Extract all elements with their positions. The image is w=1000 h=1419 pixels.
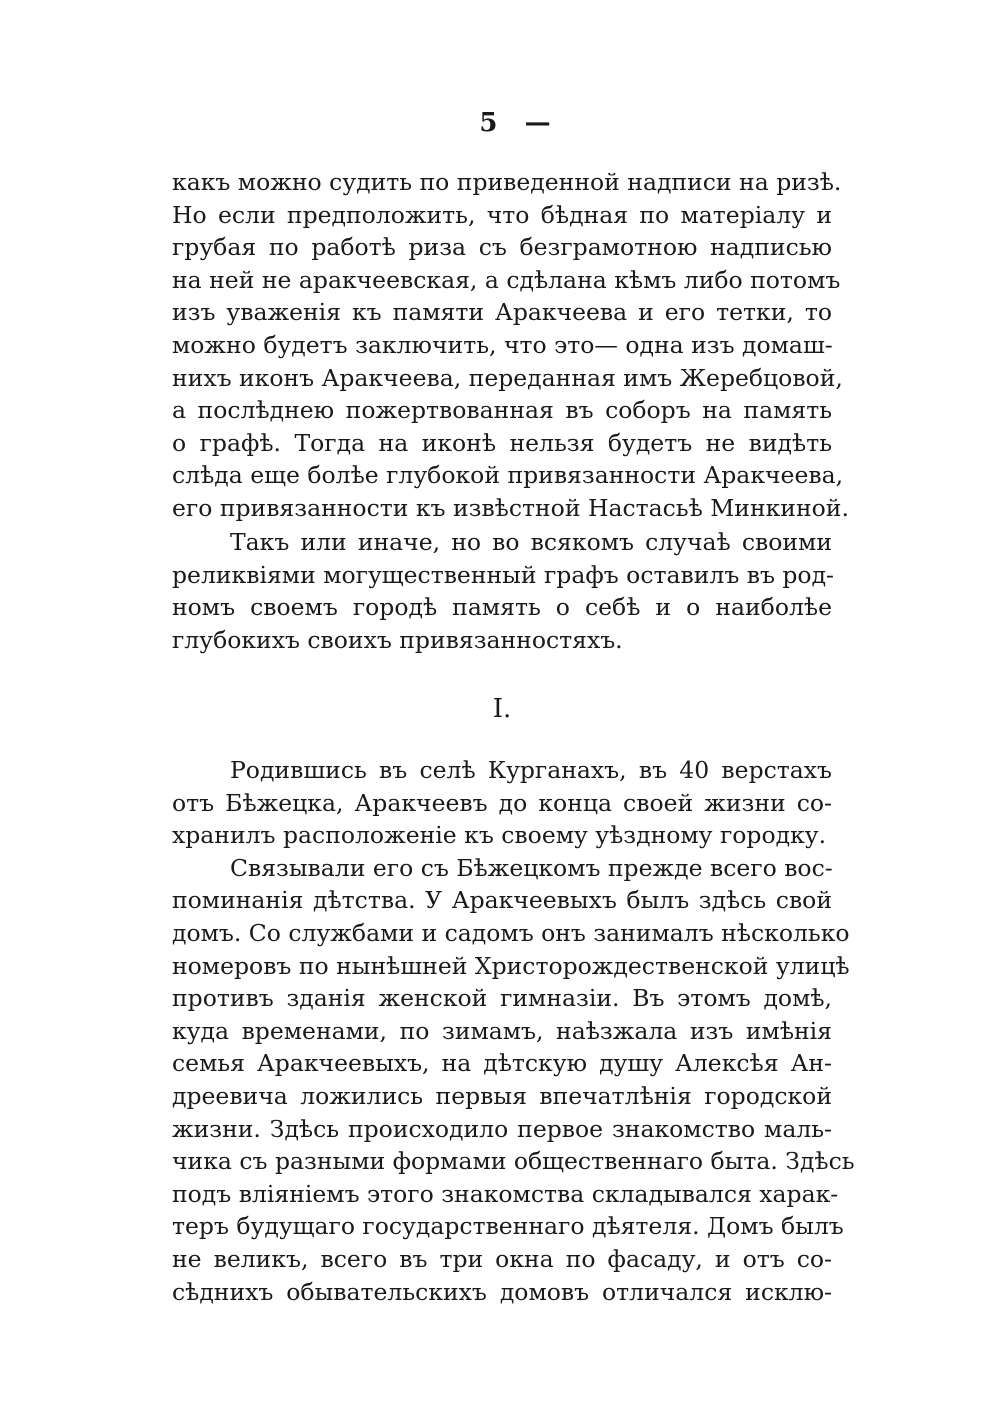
text-line: подъ вліяніемъ этого знакомства складывался харак- bbox=[172, 1179, 839, 1208]
text-line: его привязанности къ извѣстной Настасьѣ Минкиной. bbox=[172, 493, 849, 522]
text-line: сѣднихъ обывательскихъ домовъ отличался исклю- bbox=[172, 1277, 832, 1306]
text-line: глубокихъ своихъ привязанностяхъ. bbox=[172, 625, 623, 654]
section-heading: I. bbox=[492, 694, 512, 724]
paragraph-relics bbox=[172, 526, 832, 656]
text-line: чика съ разными формами общественнаго быта. Здѣсь bbox=[172, 1147, 855, 1176]
text-line: на ней не аракчеевская, а сдѣлана кѣмъ либо потомъ bbox=[172, 265, 841, 294]
text-line: какъ можно судить по приведенной надписи на ризѣ. bbox=[172, 168, 842, 196]
text-line: изъ уваженія къ памяти Аракчеева и его тетки, то bbox=[172, 298, 832, 327]
text-line: хранилъ расположеніе къ своему уѣздному городку. bbox=[172, 821, 827, 850]
text-line: семья Аракчеевыхъ, на дѣтскую душу Алексѣя Ан- bbox=[172, 1049, 832, 1078]
text-line: дреевича ложились первыя впечатлѣнія городской bbox=[172, 1081, 832, 1110]
text-line: Но если предположить, что бѣдная по матеріалу и bbox=[172, 200, 832, 229]
text-line: отъ Бѣжецка, Аракчеевъ до конца своей жизни со- bbox=[172, 788, 832, 817]
text-line: номеровъ по нынѣшней Христорождественской улицѣ bbox=[172, 951, 850, 980]
page-header bbox=[0, 108, 1000, 138]
paragraph-birth bbox=[172, 754, 855, 1308]
text-line: теръ будущаго государственнаго дѣятеля. Домъ былъ bbox=[172, 1212, 844, 1241]
text-line: противъ зданія женской гимназіи. Въ этомъ домѣ, bbox=[172, 984, 832, 1013]
text-line: грубая по работѣ риза съ безграмотною надписью bbox=[172, 233, 832, 262]
text-line: поминанія дѣтства. У Аракчеевыхъ былъ здѣсь свой bbox=[172, 886, 832, 915]
text-line: реликвіями могущественный графъ оставилъ въ род- bbox=[172, 560, 834, 589]
paragraph-continued bbox=[172, 166, 849, 525]
text-line: нихъ иконъ Аракчеева, переданная имъ Жеребцовой, bbox=[172, 363, 843, 392]
text-line: а послѣднею пожертвованная въ соборъ на память bbox=[172, 396, 832, 425]
text-line: домъ. Со службами и садомъ онъ занималъ нѣсколько bbox=[172, 918, 850, 947]
page-number: 5 bbox=[479, 108, 498, 138]
text-line: Родившись въ селѣ Курганахъ, въ 40 верстахъ bbox=[230, 756, 832, 784]
text-line: не великъ, всего въ три окна по фасаду, и отъ со- bbox=[172, 1244, 832, 1273]
text-line: о графѣ. Тогда на иконѣ нельзя будетъ не видѣть bbox=[172, 428, 832, 457]
header-dash: — bbox=[524, 108, 551, 138]
text-line: можно будетъ заключить, что это— одна изъ домаш- bbox=[172, 330, 833, 359]
text-line: номъ своемъ городѣ память о себѣ и о наиболѣе bbox=[172, 593, 832, 622]
text-line: жизни. Здѣсь происходило первое знакомство маль- bbox=[172, 1114, 832, 1143]
text-line: слѣда еще болѣе глубокой привязанности Аракчеева, bbox=[172, 461, 844, 490]
text-line: Такъ или иначе, но во всякомъ случаѣ своими bbox=[230, 528, 832, 556]
text-line: куда временами, по зимамъ, наѣзжала изъ имѣнія bbox=[172, 1016, 832, 1045]
text-line: Связывали его съ Бѣжецкомъ прежде всего вос- bbox=[230, 853, 833, 882]
